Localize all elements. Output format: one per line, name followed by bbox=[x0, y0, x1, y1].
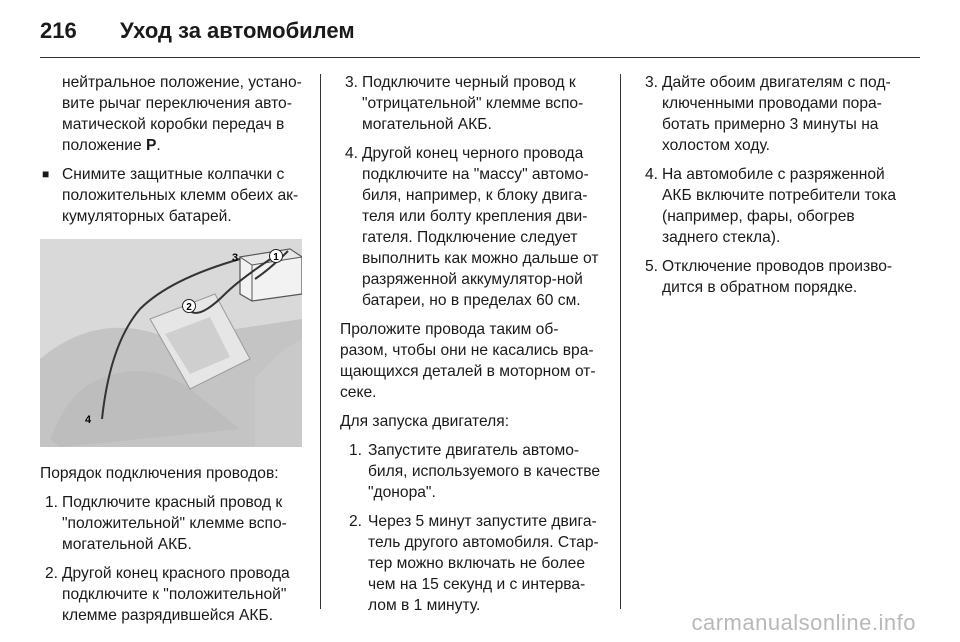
start-step-1 bbox=[340, 440, 602, 503]
step-number: 4. bbox=[344, 145, 358, 162]
step-text: Отключение проводов произво-дится в обратном порядке. bbox=[662, 258, 893, 296]
step-text: Подключите черный провод к "отрицательной" клемме вспо-могательной АКБ. bbox=[362, 74, 584, 133]
step-text: Дайте обоим двигателям с под-ключенными проводами пора-ботать примерно 3 минуты на холостом ходу. bbox=[662, 74, 891, 154]
order-step-2 bbox=[40, 563, 305, 626]
header-divider bbox=[40, 57, 920, 58]
callout-1 bbox=[270, 250, 283, 264]
order-step-3 bbox=[340, 72, 602, 135]
step-text: Подключите красный провод к "положительной" клемме вспо-могательной АКБ. bbox=[62, 494, 287, 553]
step-text: Запустите двигатель автомо-биля, используемого в качестве "донора". bbox=[368, 442, 600, 501]
page-header bbox=[40, 18, 355, 58]
callout-4-label: 4 bbox=[84, 414, 92, 426]
intro-end: . bbox=[156, 137, 161, 154]
callout-3-label: 3 bbox=[231, 252, 239, 264]
column-3 bbox=[640, 72, 910, 306]
start-heading: Для запуска двигателя: bbox=[340, 413, 510, 430]
order-step-4 bbox=[340, 143, 602, 311]
order-heading: Порядок подключения проводов: bbox=[40, 465, 279, 482]
step-number: 3. bbox=[344, 74, 358, 91]
order-step-1 bbox=[40, 492, 305, 555]
column-divider-1 bbox=[320, 74, 321, 609]
gear-position-p: P bbox=[145, 137, 157, 154]
step-number: 4. bbox=[644, 166, 658, 183]
callout-2 bbox=[183, 300, 196, 314]
page-number: 216 bbox=[40, 18, 77, 43]
step-text: На автомобиле с разряженной АКБ включите потребители тока (например, фары, обогрев заднего стекла). bbox=[662, 166, 897, 246]
step-number: 1. bbox=[44, 494, 58, 511]
page-title: Уход за автомобилем bbox=[120, 18, 355, 43]
step-number: 2. bbox=[44, 565, 58, 582]
start-step-5 bbox=[640, 256, 910, 298]
start-step-4 bbox=[640, 164, 910, 248]
step-number: 5. bbox=[644, 258, 658, 275]
bullet-mark: ■ bbox=[42, 167, 50, 181]
callout-2-label: 2 bbox=[186, 302, 192, 313]
intro-paragraph bbox=[40, 72, 305, 156]
step-text: Через 5 минут запустите двига-тель другого автомобиля. Стар-тер можно включать не более чем на 15 секунд и с интерва-лом в 1 минуту. bbox=[368, 513, 599, 614]
column-divider-2 bbox=[620, 74, 621, 609]
start-step-2 bbox=[340, 511, 602, 616]
start-step-3 bbox=[640, 72, 910, 156]
step-text: Другой конец красного провода подключите к "положительной" клемме разрядившейся АКБ. bbox=[62, 565, 290, 624]
step-number: 1. bbox=[348, 442, 362, 459]
engine-bay-illustration bbox=[40, 239, 302, 447]
jump-start-diagram bbox=[40, 239, 302, 447]
watermark: carmanualsonline.info bbox=[691, 610, 916, 635]
intro-text: нейтральное положение, устано-вите рычаг переключения авто-матической коробки передач в положение bbox=[62, 74, 302, 154]
bullet-text: Снимите защитные колпачки с положительных клемм обеих ак-кумуляторных батарей. bbox=[62, 166, 299, 225]
step-text: Другой конец черного провода подключите на "массу" автомо-биля, например, к блоку двига-теля или болту крепления дви-гателя. Подключение следует выполнить как можно дальше от разряженной аккумулятор-ной батареи, но в пределах 60 см. bbox=[362, 145, 599, 309]
callout-4 bbox=[85, 414, 92, 426]
step-number: 2. bbox=[348, 513, 362, 530]
step-number: 3. bbox=[644, 74, 658, 91]
callout-1-label: 1 bbox=[273, 252, 279, 263]
cable-routing-paragraph: Проложите провода таким об-разом, чтобы они не касались вра-щающихся деталей в моторном от-секе. bbox=[340, 321, 596, 401]
column-1 bbox=[40, 72, 305, 634]
column-2 bbox=[340, 72, 602, 624]
callout-3 bbox=[232, 252, 238, 264]
bullet-item bbox=[40, 164, 305, 227]
